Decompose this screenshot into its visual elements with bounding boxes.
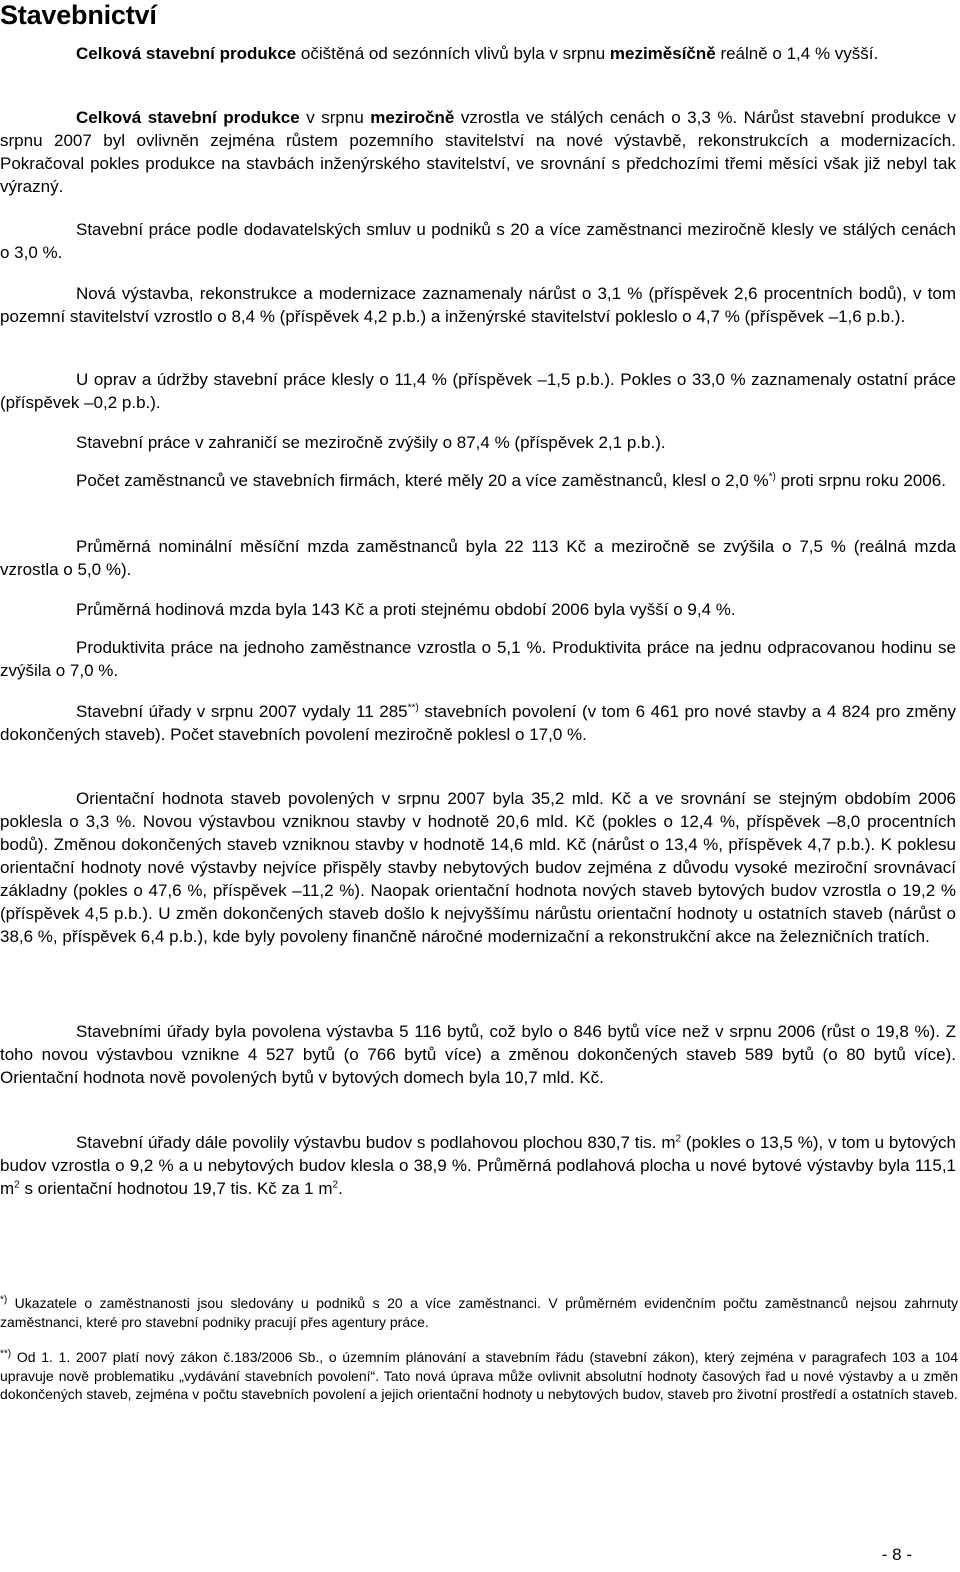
text-run: (pokles o 13,5 %), v tom u bytových budov vzrostla o 9,2 % a u nebytových budov klesla o 38,9 %. Průměrná podlahová plocha u nové bytové výstavby byla 115,1 m <box>0 1133 956 1198</box>
page-number-text: - 8 - <box>881 1545 912 1564</box>
text-run: s orientační hodnotou 19,7 tis. Kč za 1 m <box>19 1179 333 1198</box>
text-run: vzrostla ve stálých cenách o 3,3 %. Nárůst stavební produkce v srpnu 2007 byl ovlivněn zejména růstem pozemního stavitelství na nové výstavbě, rekonstrukcích a modernizacích. Pokračoval pokles produkce na stavbách inženýrského stavitelství, ve srovnání s předchozími třemi měsíci však již nebyl tak výrazný. <box>0 108 956 196</box>
superscript: 2 <box>14 1179 20 1191</box>
paragraph-contract-work: Stavební práce podle dodavatelských smluv u podniků s 20 a více zaměstnanci meziročně klesly ve stálých cenách o 3,0 %. <box>0 220 956 262</box>
superscript: 2 <box>332 1179 339 1191</box>
text-run: Počet zaměstnanců ve stavebních firmách, které měly 20 a více zaměstnanců, klesl o 2,0 % <box>76 471 769 490</box>
paragraph-hourly-wage: Průměrná hodinová mzda byla 143 Kč a proti stejnému období 2006 byla vyšší o 9,4 %. <box>76 600 736 619</box>
superscript: 2 <box>675 1133 682 1145</box>
paragraph-employees <box>0 469 956 492</box>
paragraph-abroad: Stavební práce v zahraničí se meziročně zvýšily o 87,4 % (příspěvek 2,1 p.b.). <box>76 433 666 452</box>
text-run: očištěná od sezónních vlivů byla v srpnu <box>296 44 610 63</box>
paragraph-repairs: U oprav a údržby stavební práce klesly o 11,4 % (příspěvek –1,5 p.b.). Pokles o 33,0 % zaznamenaly ostatní práce (příspěvek –0,2 p.b.). <box>0 370 956 412</box>
paragraph-floor-area <box>0 1131 956 1200</box>
footnote-text: Od 1. 1. 2007 platí nový zákon č.183/2006 Sb., o územním plánování a stavebním řádu (stavební zákon), který zejména v paragrafech 103 a 104 upravuje nově problematiku „vydávání stavebních povolení“. Tato nová úprava může ovlivnit absolutní hodnoty časových řad u nové výstavby a u změn dokončených staveb, zejména v počtu stavebních povolení a jejich orientační hodnoty u nebytových budov, staveb pro životní prostředí a ostatních staveb. <box>0 1349 958 1402</box>
text-run: . <box>338 1179 343 1198</box>
text-run: reálně o 1,4 % vyšší. <box>715 44 879 63</box>
footnote-text: Ukazatele o zaměstnanosti jsou sledovány u podniků s 20 a více zaměstnanci. V průměrném evidenčním počtu zaměstnanců nejsou zahrnuty zaměstnanci, které pro stavební podniky pracují přes agentury práce. <box>0 1295 958 1330</box>
paragraph-permit-value: Orientační hodnota staveb povolených v srpnu 2007 byla 35,2 mld. Kč a ve srovnání se stejným obdobím 2006 poklesla o 3,3 %. Novou výstavbou vzniknou stavby v hodnotě 20,6 mld. Kč (pokles o 12,4 %, příspěvek –8,0 procentních bodů). Změnou dokončených staveb vzniknou stavby v hodnotě 14,6 mld. Kč (nárůst o 13,4 %, příspěvek 4,7 p.b.). K poklesu orientační hodnoty nové výstavby nejvíce přispěly stavby nebytových budov zejména z důvodu vysoké meziroční srovnávací základny (pokles o 47,6 %, příspěvek –11,2 %). Naopak orientační hodnota nových staveb bytových budov vzrostla o 19,2 % (příspěvek 4,5 p.b.). U změn dokončených staveb došlo k nejvyššímu nárůstu orientační hodnoty u ostatních staveb (nárůst o 38,6 %, příspěvek 6,4 p.b.), kde byly povoleny finančně náročné modernizační a rekonstrukční akce na železničních tratích. <box>0 789 956 946</box>
text-run: proti srpnu roku 2006. <box>775 471 946 490</box>
paragraph-dwellings: Stavebními úřady byla povolena výstavba 5 116 bytů, což bylo o 846 bytů více než v srpnu 2006 (růst o 19,8 %). Z toho novou výstavbou vznikne 4 527 bytů (o 766 bytů více) a změnou dokončených staveb 589 bytů (o 80 bytů více). Orientační hodnota nově povolených bytů v bytových domech byla 10,7 mld. Kč. <box>0 1022 956 1087</box>
paragraph-building-permits <box>0 700 956 746</box>
footnote-mark: **) <box>0 1348 12 1360</box>
page-number <box>0 1544 960 1566</box>
footnote-mark: **) <box>407 702 419 714</box>
bold-term: Celková stavební produkce <box>76 108 300 127</box>
text-run: v srpnu <box>299 108 371 127</box>
text-run: stavebních povolení (v tom 6 461 pro nové stavby a 4 824 pro změny dokončených staveb). Počet stavebních povolení meziročně poklesl o 17,0 %. <box>0 702 956 744</box>
footnote-mark: *) <box>768 471 776 483</box>
page-title: Stavebnictví <box>0 0 157 30</box>
text-run: Stavební úřady v srpnu 2007 vydaly 11 285 <box>76 702 408 721</box>
paragraph-new-construction: Nová výstavba, rekonstrukce a modernizace zaznamenaly nárůst o 3,1 % (příspěvek 2,6 procentních bodů), v tom pozemní stavitelství vzrostlo o 8,4 % (příspěvek 4,2 p.b.) a inženýrské stavitelství pokleslo o 4,7 % (příspěvek –1,6 p.b.). <box>0 284 956 326</box>
text-run: Stavební úřady dále povolily výstavbu budov s podlahovou plochou 830,7 tis. m <box>76 1133 676 1152</box>
paragraph-monthly-production <box>0 42 956 65</box>
footnote-mark: *) <box>0 1294 8 1306</box>
paragraph-productivity: Produktivita práce na jednoho zaměstnance vzrostla o 5,1 %. Produktivita práce na jednu odpracovanou hodinu se zvýšila o 7,0 %. <box>0 638 956 680</box>
bold-term: meziměsíčně <box>609 44 716 63</box>
footnote-employees <box>0 1294 958 1331</box>
paragraph-wage: Průměrná nominální měsíční mzda zaměstnanců byla 22 113 Kč a meziročně se zvýšila o 7,5 % (reálná mzda vzrostla o 5,0 %). <box>0 537 956 579</box>
bold-term: meziročně <box>370 108 455 127</box>
bold-term: Celková stavební produkce <box>76 44 297 63</box>
paragraph-yearly-production <box>0 106 956 198</box>
footnote-building-law <box>0 1348 958 1404</box>
